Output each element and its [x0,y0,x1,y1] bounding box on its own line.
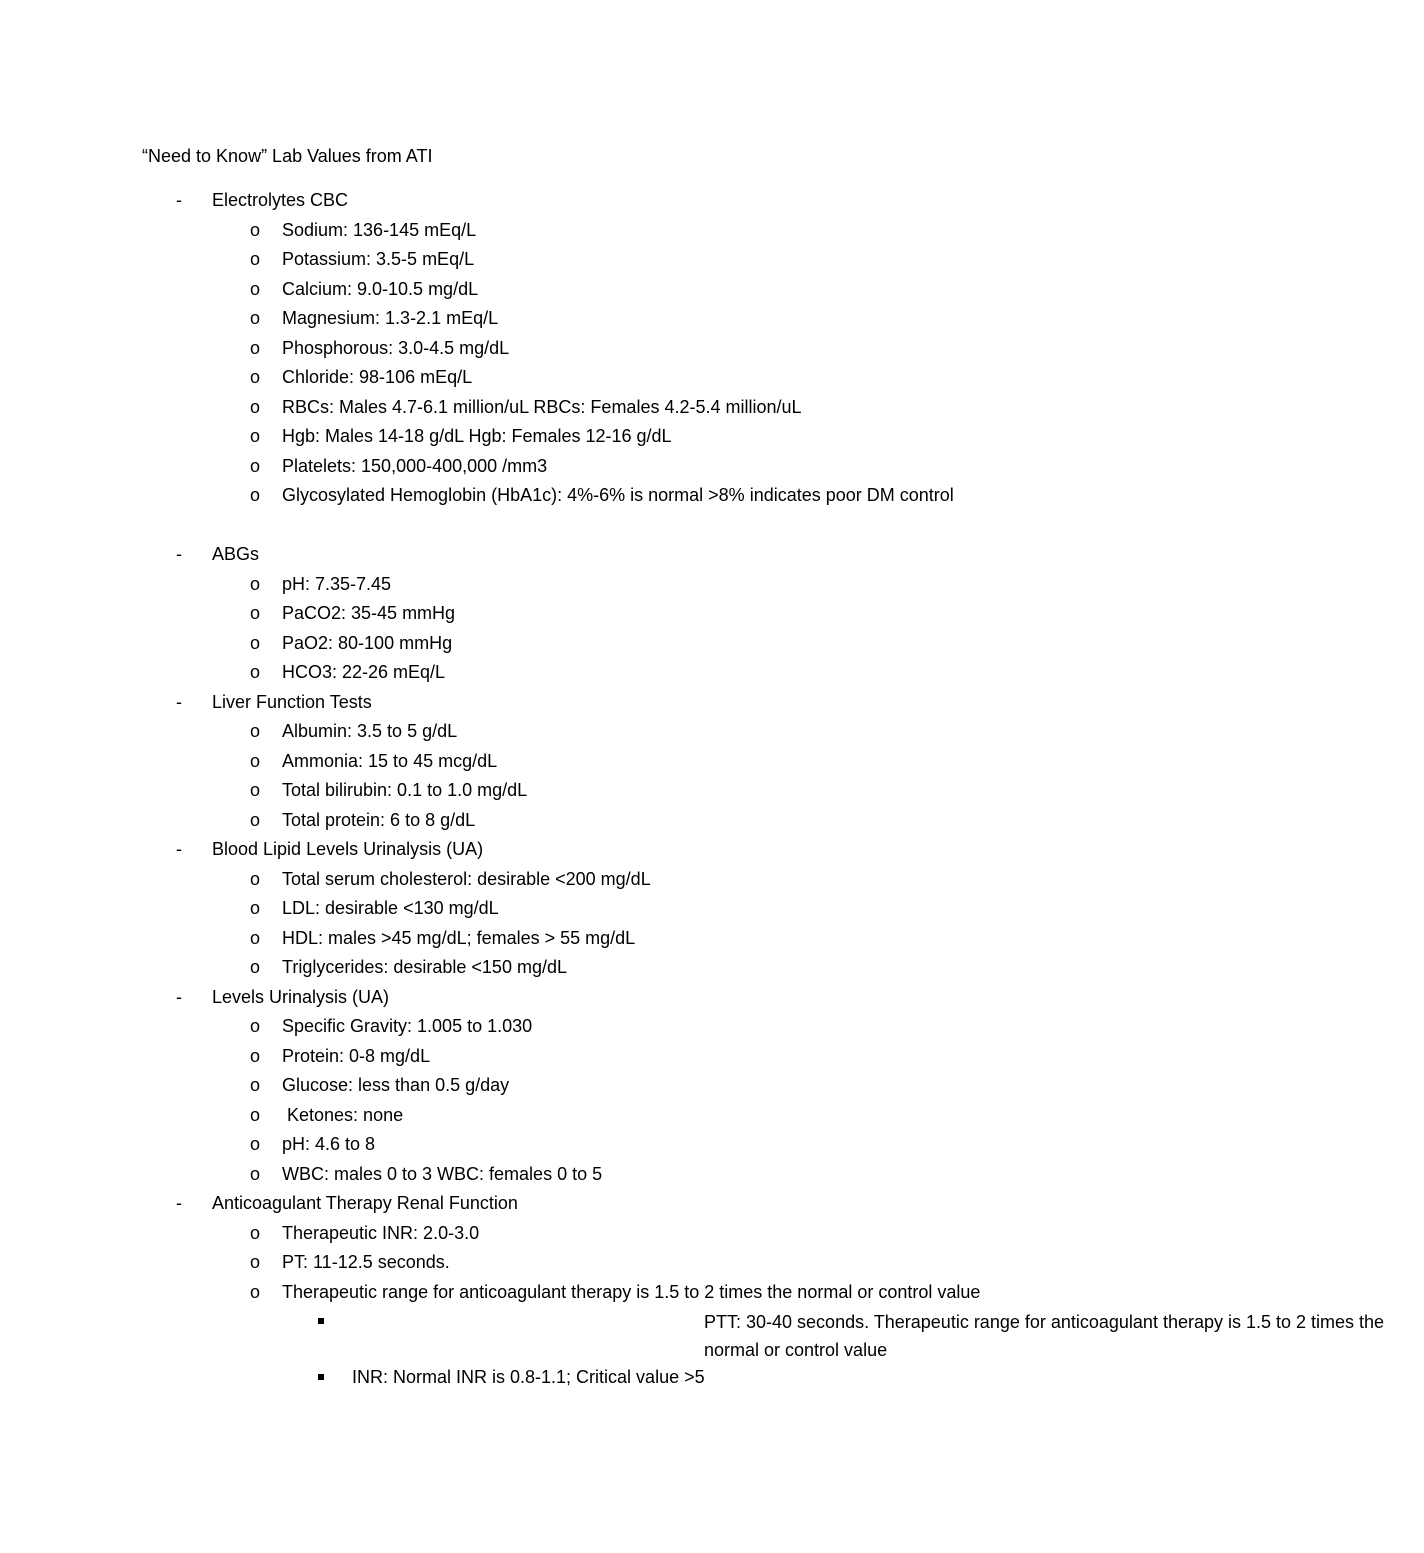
section-heading-line [0,836,1200,866]
bullet-marker: o [250,1134,261,1154]
section-list [0,187,1385,1394]
list-item-text: Ketones: none [282,1104,404,1125]
list-item [0,1161,1200,1191]
list-item-text: Glycosylated Hemoglobin (HbA1c): 4%-6% is normal >8% indicates poor DM control [282,485,954,505]
bullet-marker: o [250,662,261,682]
bullet-marker: o [250,573,261,594]
section-heading-line [0,187,1200,217]
bullet-marker: o [250,278,261,299]
list-item [0,659,1200,689]
bullet-marker: o [250,396,261,417]
list-item-text: Ammonia: 15 to 45 mcg/dL [282,750,498,771]
sub-list-item-text: INR: Normal INR is 0.8-1.1; Critical value >5 [352,1367,705,1387]
section-urinalysis [0,984,1200,1191]
list-item-text: LDL: desirable <130 mg/dL [282,898,499,918]
bullet-marker: o [250,603,261,623]
list-item-text: Total bilirubin: 0.1 to 1.0 mg/dL [282,780,528,800]
bullet-marker: o [250,455,261,476]
section-liver-function-tests [0,689,1200,837]
bullet-marker: o [250,1163,261,1184]
sub-list-item-text: PTT: 30-40 seconds. Therapeutic range for anticoagulant therapy is 1.5 to 2 times the normal or control value [704,1312,1385,1360]
bullet-marker: o [250,721,261,741]
bullet-marker: o [250,1104,261,1125]
bullet-marker: o [250,1222,261,1243]
list-item [0,718,1200,748]
bullet-marker: o [250,898,261,918]
bullet-marker: o [250,809,261,830]
list-item [0,364,1200,394]
bullet-marker: o [250,426,261,446]
bullet-marker: o [250,367,261,387]
list-item-text: Phosphorous: 3.0-4.5 mg/dL [282,337,510,358]
list-item [0,895,1200,925]
bullet-marker: o [250,750,261,771]
list-item-text: pH: 7.35-7.45 [282,573,392,594]
list-item-text: Total serum cholesterol: desirable <200 mg/dL [282,868,651,889]
list-item [0,1102,1200,1132]
list-item [0,276,1200,306]
list-item [0,394,1200,424]
section-heading: Anticoagulant Therapy Renal Function [212,1193,518,1213]
bullet-marker: o [250,308,261,328]
dash-marker: - [176,544,182,564]
section-heading-line [0,541,1200,571]
bullet-marker: o [250,780,261,800]
list-item-text: Hgb: Males 14-18 g/dL Hgb: Females 12-16 g/dL [282,426,672,446]
list-item [0,571,1200,601]
list-item [0,335,1200,365]
list-item-text: Therapeutic range for anticoagulant therapy is 1.5 to 2 times the normal or control value [282,1281,981,1302]
bullet-marker: o [250,1075,261,1095]
list-item [0,954,1200,984]
bullet-marker: o [250,1281,261,1302]
list-item [0,866,1200,896]
list-item [0,777,1200,807]
sub-list-item [0,1364,1200,1394]
list-item-text: RBCs: Males 4.7-6.1 million/uL RBCs: Females 4.2-5.4 million/uL [282,396,802,417]
bullet-marker: o [250,337,261,358]
list-item-text: Glucose: less than 0.5 g/day [282,1075,510,1095]
list-item-text: Sodium: 136-145 mEq/L [282,219,477,240]
dash-marker: - [176,839,182,859]
list-item-text: HDL: males >45 mg/dL; females > 55 mg/dL [282,927,636,948]
list-item [0,423,1200,453]
list-item-text: pH: 4.6 to 8 [282,1134,376,1154]
section-heading-line [0,984,1200,1014]
bullet-marker: o [250,485,261,505]
list-item [0,246,1200,276]
dash-marker: - [176,190,182,210]
bullet-marker: o [250,1045,261,1066]
list-item [0,1043,1200,1073]
list-item-text: PaCO2: 35-45 mmHg [282,603,456,623]
list-item-text: WBC: males 0 to 3 WBC: females 0 to 5 [282,1163,603,1184]
list-item [0,1013,1200,1043]
bullet-marker: o [250,249,261,269]
list-item [0,482,1200,512]
list-item-text: Calcium: 9.0-10.5 mg/dL [282,278,479,299]
section-heading: Blood Lipid Levels Urinalysis (UA) [212,839,484,859]
list-item [0,1220,1200,1250]
list-item-text: PT: 11-12.5 seconds. [282,1252,450,1272]
list-item-text: PaO2: 80-100 mmHg [282,632,453,653]
section-heading: Liver Function Tests [212,691,372,712]
section-anticoagulant-therapy [0,1190,1385,1394]
list-item-text: Triglycerides: desirable <150 mg/dL [282,957,567,977]
list-item [0,600,1200,630]
section-electrolytes-cbc [0,187,1200,512]
document-title: “Need to Know” Lab Values from ATI [142,146,433,166]
section-abgs [0,541,1200,689]
list-item [0,807,1200,837]
list-item-text: Specific Gravity: 1.005 to 1.030 [282,1016,533,1036]
list-item-text: Chloride: 98-106 mEq/L [282,367,473,387]
bullet-marker: o [250,1016,261,1036]
section-heading-line [0,689,1200,719]
dash-marker: - [176,1193,182,1213]
square-bullet-icon [318,1374,324,1380]
sub-list-item [0,1308,1385,1364]
section-heading: ABGs [212,544,260,564]
list-item [0,217,1200,247]
bullet-marker: o [250,957,261,977]
list-item-text: Protein: 0-8 mg/dL [282,1045,431,1066]
bullet-marker: o [250,1252,261,1272]
list-item-text: Potassium: 3.5-5 mEq/L [282,249,475,269]
list-item [0,453,1200,483]
bullet-marker: o [250,868,261,889]
bullet-marker: o [250,632,261,653]
list-item-text: Platelets: 150,000-400,000 /mm3 [282,455,548,476]
bullet-marker: o [250,927,261,948]
section-blood-lipid-levels [0,836,1200,984]
list-item [0,1131,1200,1161]
square-bullet-icon [318,1318,324,1324]
list-item [0,1279,1200,1309]
list-item [0,1072,1200,1102]
dash-marker: - [176,691,182,712]
section-heading-line [0,1190,1200,1220]
dash-marker: - [176,986,182,1007]
bullet-marker: o [250,219,261,240]
section-heading: Levels Urinalysis (UA) [212,986,390,1007]
list-item-text: Magnesium: 1.3-2.1 mEq/L [282,308,499,328]
list-item [0,748,1200,778]
list-item-text: Therapeutic INR: 2.0-3.0 [282,1222,480,1243]
list-item [0,1249,1200,1279]
list-item-text: Total protein: 6 to 8 g/dL [282,809,476,830]
list-item [0,925,1200,955]
section-heading: Electrolytes CBC [212,190,349,210]
list-item-text: Albumin: 3.5 to 5 g/dL [282,721,458,741]
list-item-text: HCO3: 22-26 mEq/L [282,662,446,682]
list-item [0,305,1200,335]
list-item [0,630,1200,660]
